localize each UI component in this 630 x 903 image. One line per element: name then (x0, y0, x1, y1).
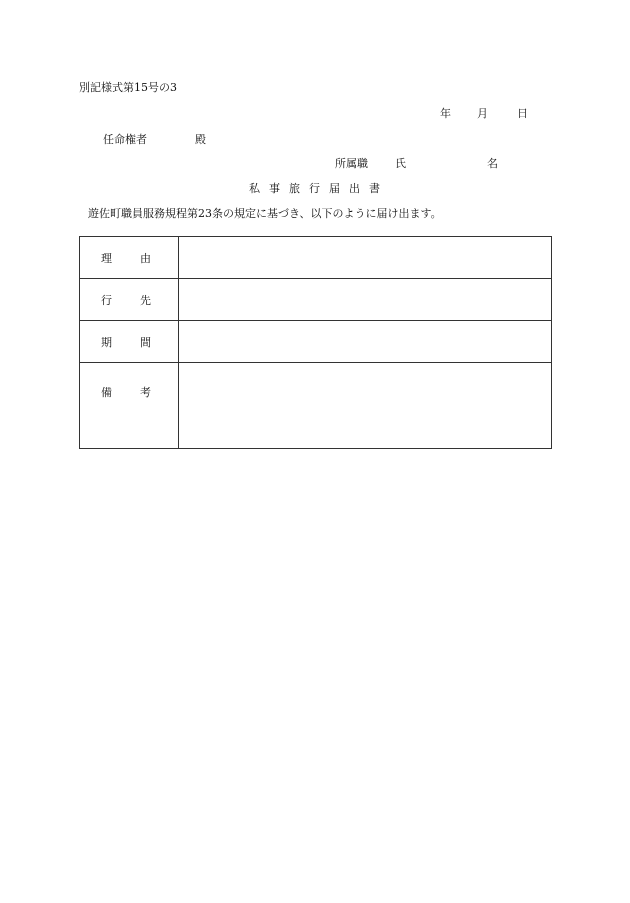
remarks-value-cell[interactable] (179, 363, 552, 449)
affiliation-label: 所属職 (335, 157, 368, 170)
destination-label-cell (80, 279, 179, 321)
remarks-label-char-2: 考 (140, 385, 151, 399)
destination-value-cell[interactable] (179, 279, 552, 321)
table-row-period (80, 321, 552, 363)
date-month-label: 月 (477, 107, 488, 120)
reason-value-cell[interactable] (179, 237, 552, 279)
addressee-honorific: 殿 (195, 133, 206, 146)
remarks-label-char-1: 備 (101, 385, 112, 399)
reason-label-cell (80, 237, 179, 279)
addressee-line (103, 133, 206, 147)
table-row-reason (80, 237, 552, 279)
addressee-label: 任命権者 (103, 133, 147, 146)
destination-label-char-1: 行 (101, 293, 112, 307)
period-label-char-1: 期 (101, 335, 112, 349)
reason-label-char-2: 由 (140, 251, 151, 265)
period-label-char-2: 間 (140, 335, 151, 349)
travel-notice-table (79, 236, 552, 449)
applicant-line (335, 157, 498, 171)
name-suffix-label: 名 (487, 157, 498, 170)
destination-label-char-2: 先 (140, 293, 151, 307)
table-row-remarks (80, 363, 552, 449)
statement-text: 遊佐町職員服務規程第23条の規定に基づき、以下のように届け出ます。 (88, 207, 442, 220)
name-prefix-label: 氏 (395, 157, 406, 170)
date-day-label: 日 (517, 107, 528, 120)
reason-label-char-1: 理 (101, 251, 112, 265)
period-value-cell[interactable] (179, 321, 552, 363)
period-label-cell (80, 321, 179, 363)
table-row-destination (80, 279, 552, 321)
date-year-label: 年 (440, 107, 451, 120)
document-title: 私事旅行届出書 (249, 182, 389, 195)
form-number: 別記様式第15号の3 (79, 81, 177, 94)
date-line (440, 107, 528, 121)
remarks-label-cell (80, 363, 179, 449)
